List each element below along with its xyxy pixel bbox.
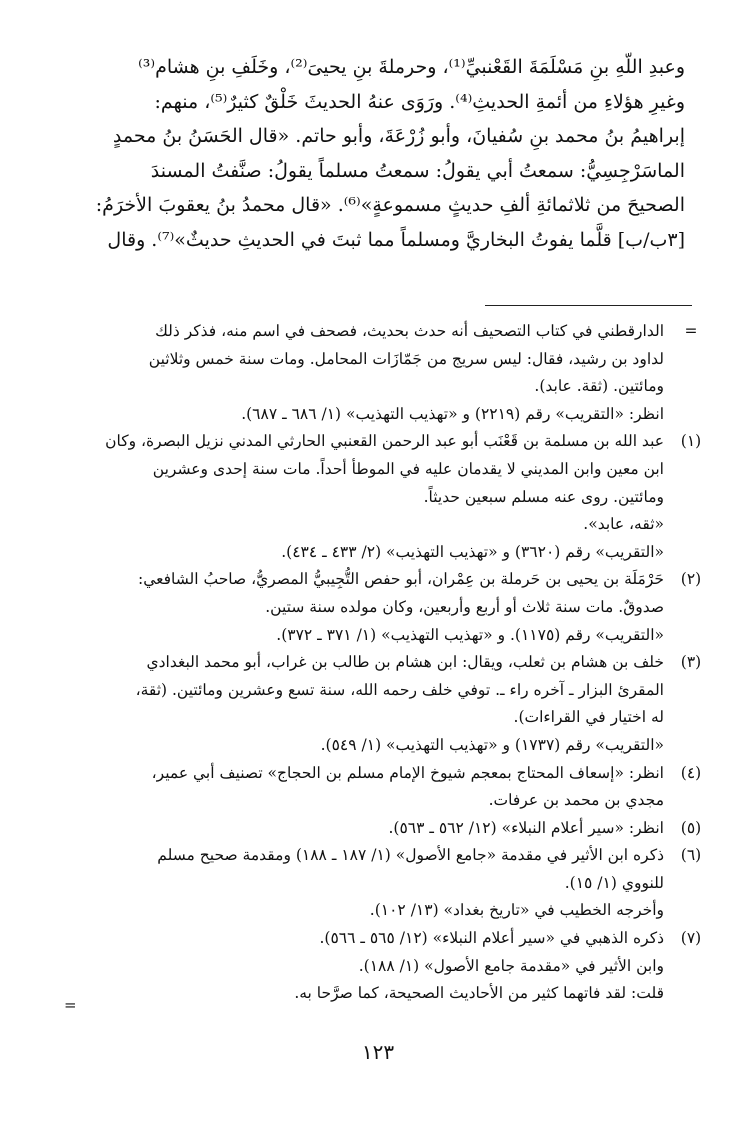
main-text-line: إبراهيمُ بنُ محمد بنِ سُفيانَ، وأبو زُرْعَةَ، وأبو حاتم. «قال الحَسَنُ بنُ محمدٍ bbox=[112, 125, 685, 148]
footnote-7 bbox=[60, 925, 710, 1008]
footnote-line: انظر: «التقريب» رقم (٢٢١٩) و «تهذيب التهذيب» (١/ ٦٨٦ ـ ٦٨٧). bbox=[241, 404, 664, 423]
footnote-line: المقرئ البزار ـ آخره راء ـ. توفي خلف رحمه الله، سنة تسع وعشرين ومائتين. (ثقة، bbox=[135, 680, 664, 699]
footnote-line: ذكره الذهبي في «سير أعلام النبلاء» (١٢/ ٥٦٥ ـ ٥٦٦). bbox=[319, 929, 664, 948]
continuation-mark: = bbox=[64, 996, 77, 1014]
footnote-line: «التقريب» رقم (٣٦٢٠) و «تهذيب التهذيب» (٢/ ٤٣٣ ـ ٤٣٤). bbox=[281, 542, 664, 561]
main-text-line: [٣ب/ب] قلَّما يفوتُ البخاريَّ ومسلماً مما ثبتَ في الحديثِ حديثٌ»⁽⁷⁾. وقال bbox=[107, 228, 685, 251]
page-number: ١٢٣ bbox=[361, 1040, 395, 1064]
footnote-line: «التقريب» رقم (١٧٣٧) و «تهذيب التهذيب» (١/ ٥٤٩). bbox=[320, 735, 664, 754]
footnote-line: الدارقطني في كتاب التصحيف أنه حدث بحديث، فصحف في اسم منه، فذكر ذلك bbox=[155, 322, 664, 340]
footnote-number: (٣) bbox=[680, 653, 702, 672]
footnote-line: انظر: «إسعاف المحتاج بمعجم شيوخ الإمام مسلم بن الحجاج» تصنيف أبي عمير، bbox=[151, 763, 664, 782]
footnote-4 bbox=[60, 760, 710, 815]
footnote-line: حَرْمَلَة بن يحيى بن حَرملة بن عِمْران، أبو حفص التُّجِيبيُّ المصريُّ، صاحبُ الشافعي: bbox=[137, 570, 664, 589]
footnote-1 bbox=[60, 428, 710, 566]
footnote-number: = bbox=[684, 322, 698, 340]
footnote-6 bbox=[60, 842, 710, 925]
footnote-line: ابن معين وابن المديني لا يقدمان عليه في الموطأ أحداً. مات سنة إحدى وعشرين bbox=[152, 459, 664, 478]
footnote-continued bbox=[60, 318, 710, 428]
main-text-line: وعبدِ اللّهِ بنِ مَسْلَمَةَ القَعْنبيِّ⁽¹⁾، وحرملةَ بنِ يحيىَ⁽²⁾، وخَلَفِ بنِ هشام⁽³⁾ bbox=[138, 56, 685, 78]
footnote-line: ومائتين. (ثقة. عابد). bbox=[534, 377, 664, 396]
main-text-line: الصحيحَ من ثلاثمائةِ ألفِ حديثٍ مسموعةٍ»⁽⁶⁾. «قال محمدُ بنُ يعقوبَ الأخرَمُ: bbox=[95, 194, 685, 217]
footnote-number: (٧) bbox=[680, 929, 702, 948]
footnotes bbox=[60, 318, 710, 1008]
footnote-5 bbox=[60, 815, 710, 843]
footnote-line: ومائتين. روى عنه مسلم سبعين حديثاً. bbox=[423, 487, 664, 506]
footnote-3 bbox=[60, 649, 710, 759]
footnote-line: «ثقه، عابد». bbox=[583, 515, 664, 534]
footnote-line: ذكره ابن الأثير في مقدمة «جامع الأصول» (١/ ١٨٧ ـ ١٨٨) ومقدمة صحيح مسلم bbox=[157, 846, 664, 865]
main-text-line: وغيرِ هؤلاءِ من أئمةِ الحديثِ⁽⁴⁾. ورَوَى عنهُ الحديثَ خَلْقٌ كثيرٌ⁽⁵⁾، منهم: bbox=[154, 90, 685, 113]
footnote-2 bbox=[60, 566, 710, 649]
footnote-number: (٥) bbox=[680, 818, 702, 837]
footnote-number: (٢) bbox=[680, 570, 702, 589]
footnote-line: انظر: «سير أعلام النبلاء» (١٢/ ٥٦٢ ـ ٥٦٣). bbox=[388, 818, 664, 837]
main-text bbox=[75, 50, 685, 258]
footnote-number: (١) bbox=[680, 432, 702, 451]
footnote-separator bbox=[485, 305, 692, 306]
footnote-line: «التقريب» رقم (١١٧٥). و «تهذيب التهذيب» (١/ ٣٧١ ـ ٣٧٢). bbox=[276, 625, 664, 644]
footnote-number: (٦) bbox=[680, 846, 702, 865]
footnote-line: له اختيار في القراءات). bbox=[513, 708, 664, 727]
footnote-number: (٤) bbox=[680, 763, 702, 782]
footnote-line: وأخرجه الخطيب في «تاريخ بغداد» (١٣/ ١٠٢). bbox=[369, 901, 664, 920]
footnote-line: وابن الأثير في «مقدمة جامع الأصول» (١/ ١٨٨). bbox=[358, 956, 664, 975]
footnote-line: لداود بن رشيد، فقال: ليس سريج من جَمّازَات المحامل. ومات سنة خمس وثلاثين bbox=[148, 349, 664, 368]
footnote-line: صدوقٌ. مات سنة ثلاث أو أربع وأربعين، وكان مولده سنة ستين. bbox=[265, 597, 664, 616]
footnote-line: للنووي (١/ ١٥). bbox=[564, 873, 664, 892]
footnote-line: عبد الله بن مسلمة بن قَعْنَب أبو عبد الرحمن القعنبي الحارثي المدني نزيل البصرة، وكان bbox=[105, 432, 664, 451]
main-text-line: الماسَرْجِسِيُّ: سمعتُ أبي يقولُ: سمعتُ مسلماً يقولُ: صنَّفتُ المسندَ bbox=[150, 159, 685, 182]
footnote-line: قلت: لقد فاتهما كثير من الأحاديث الصحيحة، كما صرَّحا به. bbox=[294, 984, 664, 1003]
footnote-line: مجدي بن محمد بن عرفات. bbox=[488, 791, 664, 810]
footnote-line: خلف بن هشام بن ثعلب، ويقال: ابن هشام بن طالب بن غراب، أبو محمد البغدادي bbox=[146, 653, 664, 672]
